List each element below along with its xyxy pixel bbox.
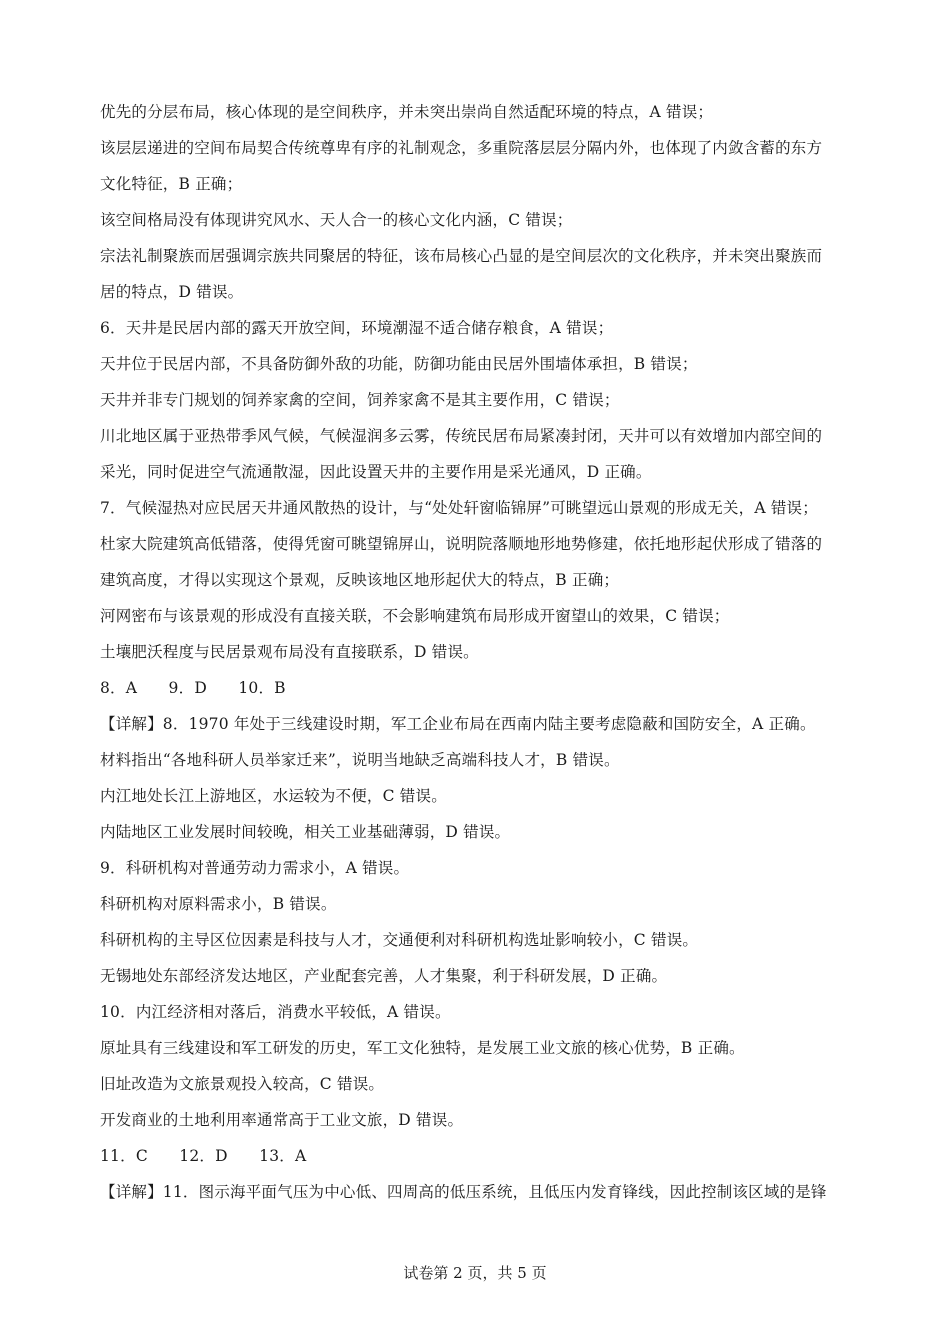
text-line: 旧址改造为文旅景观投入较高，C 错误。 [100,1075,385,1093]
text-line: 9．科研机构对普通劳动力需求小，A 错误。 [100,859,410,877]
document-body [100,94,860,1210]
text-line: 【详解】11．图示海平面气压为中心低、四周高的低压系统，且低压内发育锋线，因此控制该区域的是锋 [100,1183,827,1201]
text-line: 宗法礼制聚族而居强调宗族共同聚居的特征，该布局核心凸显的是空间层次的文化秩序，并未突出聚族而 [100,247,823,265]
text-line: 6．天井是民居内部的露天开放空间，环境潮湿不适合储存粮食，A 错误； [100,319,614,337]
text-line: 科研机构对原料需求小，B 错误。 [100,895,337,913]
text-line: 杜家大院建筑高低错落，使得凭窗可眺望锦屏山，说明院落顺地形地势修建，依托地形起伏形成了错落的 [100,535,823,553]
text-line: 材料指出“各地科研人员举家迁来”，说明当地缺乏高端科技人才，B 错误。 [100,751,620,769]
text-line: 【详解】8．1970 年处于三线建设时期，军工企业布局在西南内陆主要考虑隐蔽和国防安全，A 正确。 [100,715,816,733]
answer-line: 11．C 12．D 13．A [100,1147,307,1165]
text-line: 采光，同时促进空气流通散湿，因此设置天井的主要作用是采光通风，D 正确。 [100,463,652,481]
text-line: 内江地处长江上游地区，水运较为不便，C 错误。 [100,787,447,805]
text-line: 开发商业的土地利用率通常高于工业文旅，D 错误。 [100,1111,464,1129]
text-line: 川北地区属于亚热带季风气候，气候湿润多云雾，传统民居布局紧凑封闭，天井可以有效增加内部空间的 [100,427,823,445]
text-line: 该层层递进的空间布局契合传统尊卑有序的礼制观念，多重院落层层分隔内外，也体现了内敛含蓄的东方 [100,139,823,157]
text-line: 原址具有三线建设和军工研发的历史，军工文化独特，是发展工业文旅的核心优势，B 正确。 [100,1039,745,1057]
text-line: 无锡地处东部经济发达地区，产业配套完善，人才集聚，利于科研发展，D 正确。 [100,967,668,985]
text-line: 该空间格局没有体现讲究风水、天人合一的核心文化内涵，C 错误； [100,211,573,229]
text-line: 居的特点，D 错误。 [100,283,244,301]
text-line: 内陆地区工业发展时间较晚，相关工业基础薄弱，D 错误。 [100,823,511,841]
text-line: 土壤肥沃程度与民居景观布局没有直接联系，D 错误。 [100,643,479,661]
text-line: 建筑高度，才得以实现这个景观，反映该地区地形起伏大的特点，B 正确； [100,571,620,589]
text-line: 文化特征，B 正确； [100,175,243,193]
page-footer: 试卷第 2 页，共 5 页 [403,1264,547,1282]
text-line: 10．内江经济相对落后，消费水平较低，A 错误。 [100,1003,451,1021]
text-line: 天井位于民居内部，不具备防御外敌的功能，防御功能由民居外围墙体承担，B 错误； [100,355,698,373]
text-line: 河网密布与该景观的形成没有直接关联，不会影响建筑布局形成开窗望山的效果，C 错误； [100,607,730,625]
text-line: 7．气候湿热对应民居天井通风散热的设计，与“处处轩窗临锦屏”可眺望远山景观的形成无关，A 错误； [100,499,818,517]
text-line: 科研机构的主导区位因素是科技与人才，交通便利对科研机构选址影响较小，C 错误。 [100,931,699,949]
text-line: 天井并非专门规划的饲养家禽的空间，饲养家禽不是其主要作用，C 错误； [100,391,620,409]
answer-line: 8．A 9．D 10．B [100,679,286,697]
text-line: 优先的分层布局，核心体现的是空间秩序，并未突出崇尚自然适配环境的特点，A 错误； [100,103,714,121]
